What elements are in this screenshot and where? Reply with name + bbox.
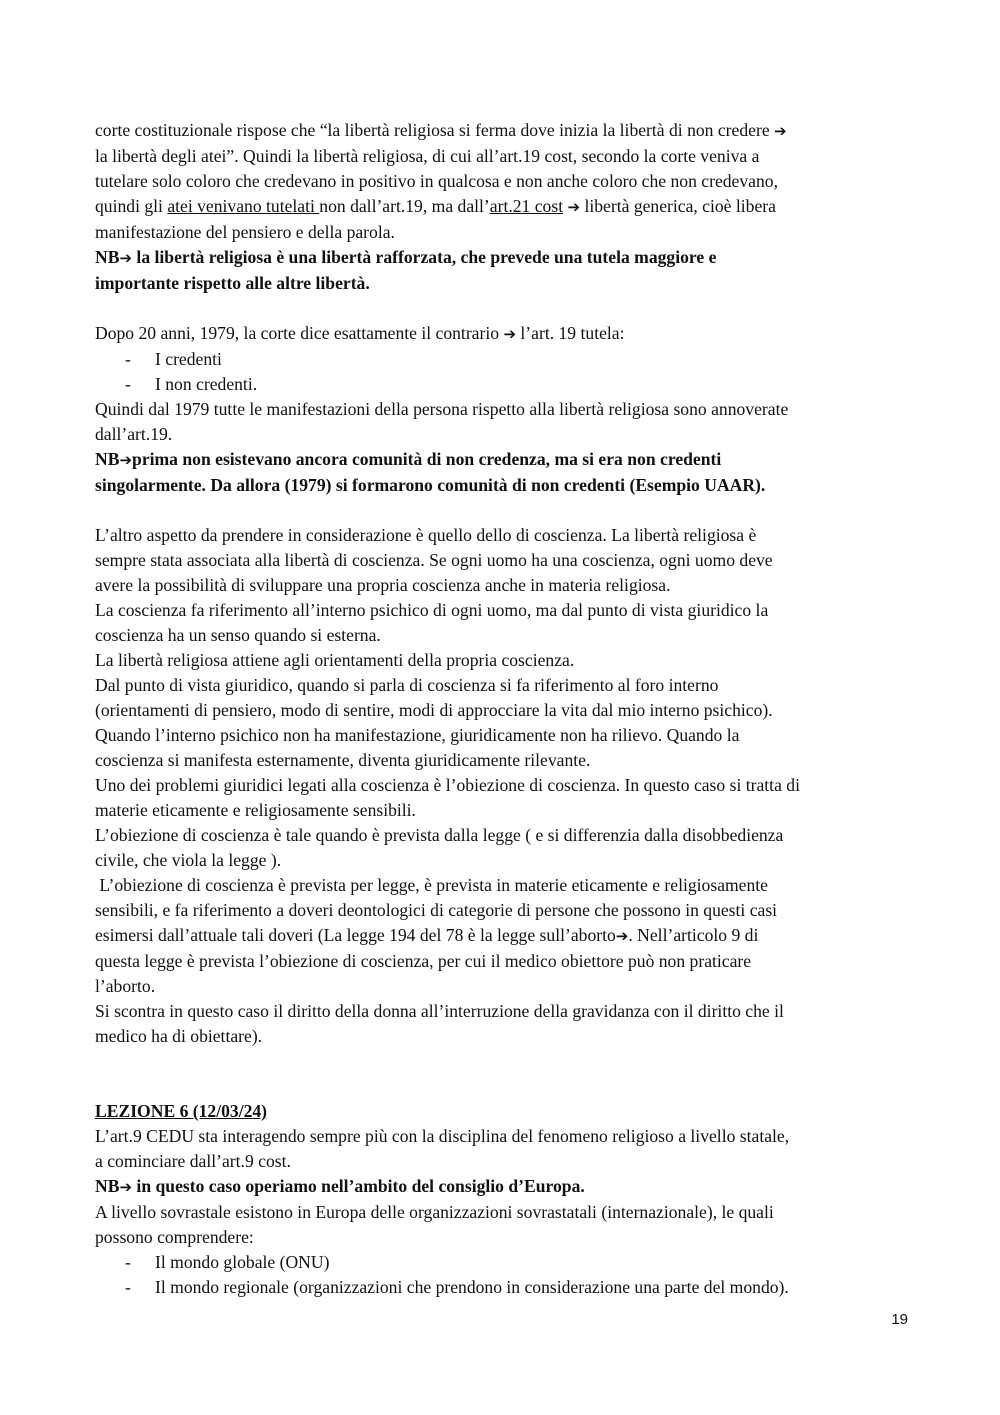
- text-line: coscienza si manifesta esternamente, diventa giuridicamente rilevante.: [95, 750, 591, 770]
- text-line: (orientamenti di pensiero, modo di sentire, modi di approcciare la vita dal mio interno psichico).: [95, 700, 773, 720]
- nb-note: importante rispetto alle altre libertà.: [95, 273, 370, 293]
- text-line: possono comprendere:: [95, 1227, 254, 1247]
- underlined-text: art.21 cost: [489, 196, 564, 216]
- text-line: materie eticamente e religiosamente sensibili.: [95, 800, 416, 820]
- text-line: tutelare solo coloro che credevano in positivo in qualcosa e non anche coloro che non credevano,: [95, 171, 778, 191]
- arrow-icon: ➔: [567, 198, 581, 216]
- text-line: Uno dei problemi giuridici legati alla coscienza è l’obiezione di coscienza. In questo caso si tratta di: [95, 775, 800, 795]
- document-page: [95, 118, 925, 1300]
- list-item: - I credenti: [95, 347, 925, 372]
- arrow-icon: ➔: [615, 927, 629, 945]
- bullet-dash: -: [125, 374, 131, 394]
- bullet-dash: -: [125, 349, 131, 369]
- text-line: dall’art.19.: [95, 424, 173, 444]
- lesson-heading: LEZIONE 6 (12/03/24): [95, 1101, 268, 1121]
- text-line: La coscienza fa riferimento all’interno psichico di ogni uomo, ma dal punto di vista giuridico la: [95, 600, 769, 620]
- arrow-icon: ➔: [774, 122, 787, 140]
- nb-note: singolarmente. Da allora (1979) si formarono comunità di non credenti (Esempio UAAR).: [95, 475, 766, 495]
- text-line: Si scontra in questo caso il diritto della donna all’interruzione della gravidanza con il diritto che il: [95, 1001, 784, 1021]
- text-line: coscienza ha un senso quando si esterna.: [95, 625, 381, 645]
- bullet-dash: -: [125, 1252, 131, 1272]
- text-line: La libertà religiosa attiene agli orientamenti della propria coscienza.: [95, 650, 575, 670]
- underlined-text: atei venivano tutelati: [167, 196, 320, 216]
- text-line: avere la possibilità di sviluppare una propria coscienza anche in materia religiosa.: [95, 575, 671, 595]
- text-line: medico ha di obiettare).: [95, 1026, 263, 1046]
- arrow-icon: ➔: [119, 451, 133, 469]
- text-line: Quando l’interno psichico non ha manifestazione, giuridicamente non ha rilievo. Quando la: [95, 725, 740, 745]
- nb-note: NB➔ in questo caso operiamo nell’ambito del consiglio d’Europa.: [95, 1176, 585, 1196]
- text-line: sempre stata associata alla libertà di coscienza. Se ogni uomo ha una coscienza, ogni uomo deve: [95, 550, 773, 570]
- text-line: A livello sovrastale esistono in Europa delle organizzazioni sovrastatali (internazionale), le quali: [95, 1202, 774, 1222]
- text-line: Dal punto di vista giuridico, quando si parla di coscienza si fa riferimento al foro interno: [95, 675, 719, 695]
- nb-note: NB➔prima non esistevano ancora comunità di non credenza, ma si era non credenti: [95, 449, 722, 469]
- arrow-icon: ➔: [119, 249, 133, 267]
- text-line: civile, che viola la legge ).: [95, 850, 282, 870]
- text-line: l’aborto.: [95, 976, 156, 996]
- text-line: a cominciare dall’art.9 cost.: [95, 1151, 291, 1171]
- text-line: L’obiezione di coscienza è tale quando è prevista dalla legge ( e si differenzia dalla disobbedienza: [95, 825, 784, 845]
- arrow-icon: ➔: [503, 325, 517, 343]
- list-item: - Il mondo regionale (organizzazioni che prendono in considerazione una parte del mondo).: [95, 1275, 925, 1300]
- page-number: 19: [891, 1311, 908, 1328]
- text-line: Quindi dal 1979 tutte le manifestazioni della persona rispetto alla libertà religiosa sono annoverate: [95, 399, 789, 419]
- text-line: L’art.9 CEDU sta interagendo sempre più con la disciplina del fenomeno religioso a livello statale,: [95, 1126, 790, 1146]
- bullet-dash: -: [125, 1277, 131, 1297]
- text-line: L’altro aspetto da prendere in considerazione è quello dello di coscienza. La libertà religiosa è: [95, 525, 757, 545]
- text-line: Dopo 20 anni, 1979, la corte dice esattamente il contrario ➔ l’art. 19 tutela:: [95, 323, 625, 343]
- text-line: la libertà degli atei”. Quindi la libertà religiosa, di cui all’art.19 cost, secondo la corte veniva a: [95, 146, 760, 166]
- text-line: sensibili, e fa riferimento a doveri deontologici di categorie di persone che possono in questi casi: [95, 900, 778, 920]
- text-line: corte costituzionale rispose che “la libertà religiosa si ferma dove inizia la libertà di non credere ➔: [95, 120, 787, 140]
- list-item: - I non credenti.: [95, 372, 925, 397]
- text-line: quindi gli atei venivano tutelati non dall’art.19, ma dall’art.21 cost ➔ libertà generica, cioè libera: [95, 196, 776, 216]
- text-line: manifestazione del pensiero e della parola.: [95, 222, 395, 242]
- arrow-icon: ➔: [119, 1178, 133, 1196]
- list-item: - Il mondo globale (ONU): [95, 1250, 925, 1275]
- text-line: questa legge è prevista l’obiezione di coscienza, per cui il medico obiettore può non praticare: [95, 951, 752, 971]
- nb-note: NB➔ la libertà religiosa è una libertà rafforzata, che prevede una tutela maggiore e: [95, 247, 717, 267]
- text-line: L’obiezione di coscienza è prevista per legge, è prevista in materie eticamente e religiosamente: [95, 875, 768, 895]
- text-line: esimersi dall’attuale tali doveri (La legge 194 del 78 è la legge sull’aborto➔. Nell’articolo 9 di: [95, 925, 759, 945]
